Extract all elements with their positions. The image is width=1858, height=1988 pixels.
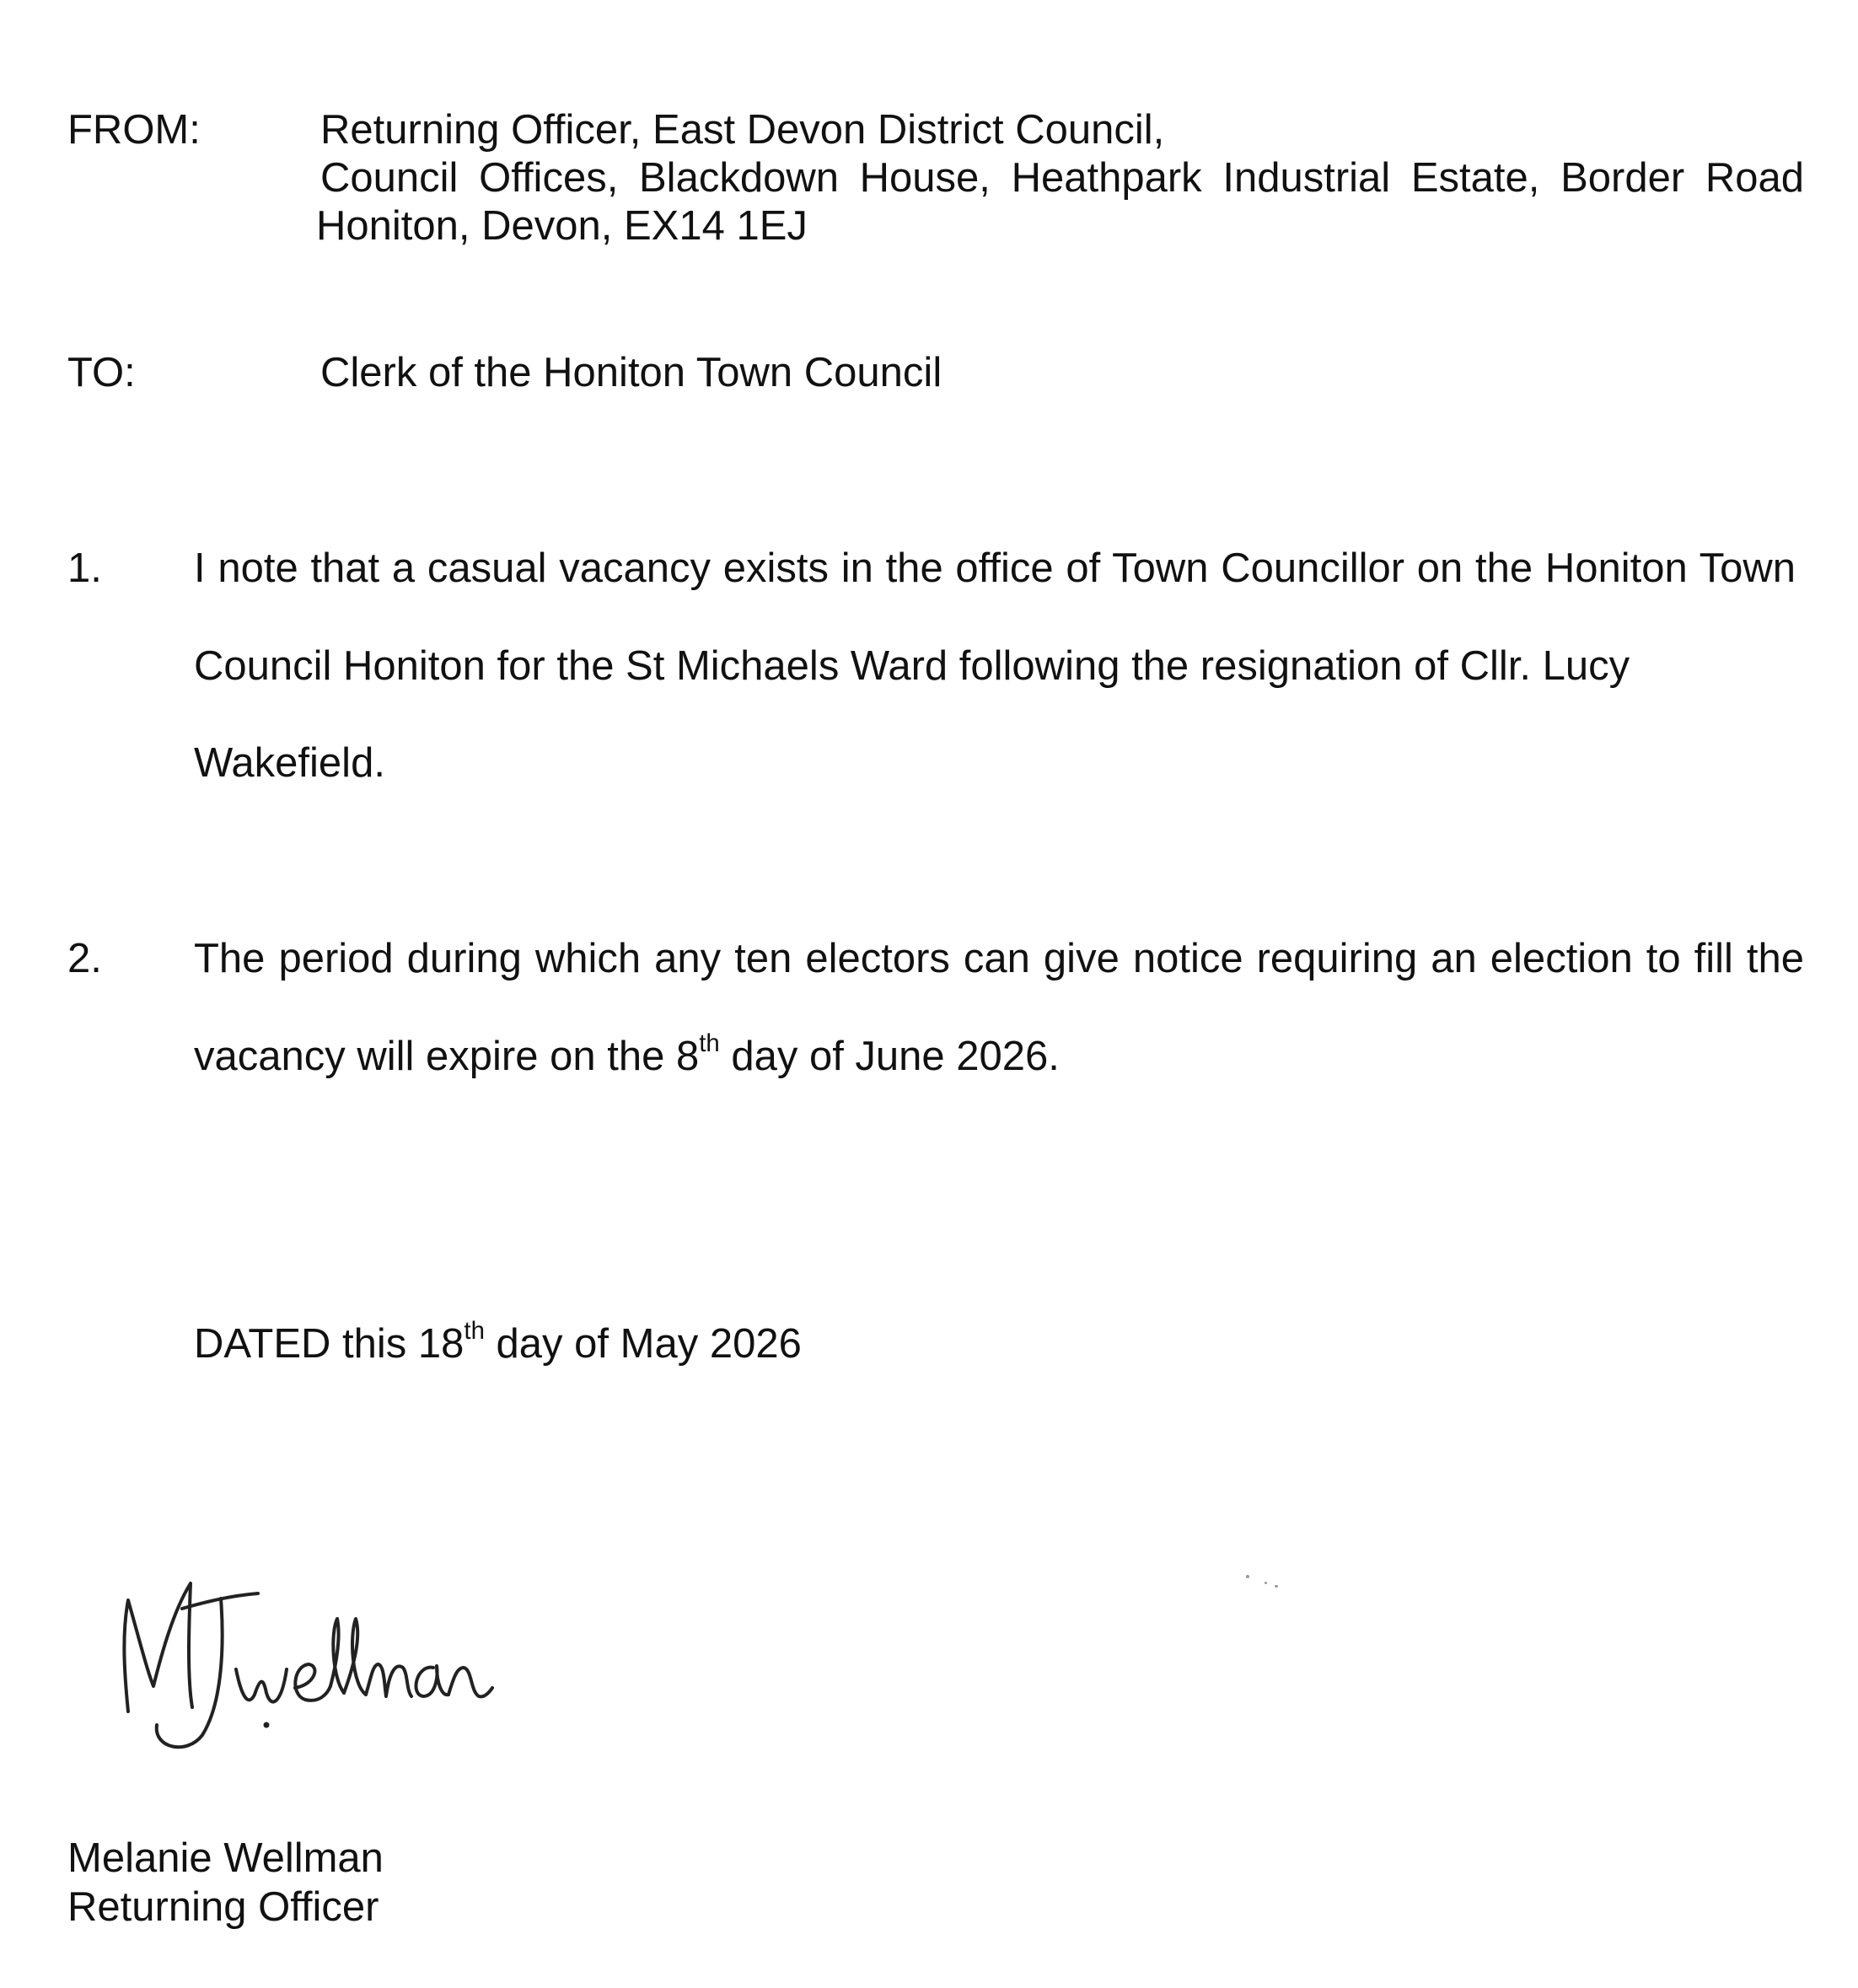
from-label: FROM: — [67, 107, 201, 153]
signatory-name: Melanie Wellman — [67, 1835, 384, 1881]
item-1-line-3: Wakefield. — [194, 740, 385, 786]
dated-rest: day of May 2026 — [484, 1321, 802, 1367]
dated-line — [194, 1316, 802, 1367]
dated-text: DATED this 18 — [194, 1321, 464, 1367]
item-2-line-2-text: vacancy will expire on the 8 — [194, 1034, 700, 1079]
item-2-line-1: The period during which any ten electors can give notice requiring an election to fill the — [194, 936, 1804, 981]
scan-speck — [1265, 1582, 1267, 1584]
dated-ordinal-suffix: th — [464, 1316, 485, 1345]
item-2-line-2 — [194, 1029, 1060, 1079]
to-value: Clerk of the Honiton Town Council — [320, 350, 942, 395]
item-1-number: 1. — [67, 545, 102, 591]
scan-speck — [1246, 1575, 1249, 1578]
signatory-title: Returning Officer — [67, 1884, 379, 1930]
item-2-number: 2. — [67, 936, 102, 981]
item-2-ordinal-suffix: th — [699, 1029, 720, 1057]
to-label: TO: — [67, 350, 136, 395]
from-line-2: Council Offices, Blackdown House, Heathpark Industrial Estate, Border Road — [320, 155, 1804, 201]
from-line-1: Returning Officer, East Devon District Council, — [320, 107, 1165, 153]
scan-speck — [1275, 1585, 1278, 1588]
item-2-line-2-rest: day of June 2026. — [719, 1034, 1060, 1079]
item-1-line-1: I note that a casual vacancy exists in the office of Town Councillor on the Honiton Town — [194, 545, 1796, 591]
handwritten-signature — [110, 1560, 599, 1770]
item-1-line-2: Council Honiton for the St Michaels Ward following the resignation of Cllr. Lucy — [194, 643, 1630, 689]
from-line-3: Honiton, Devon, EX14 1EJ — [316, 203, 808, 249]
